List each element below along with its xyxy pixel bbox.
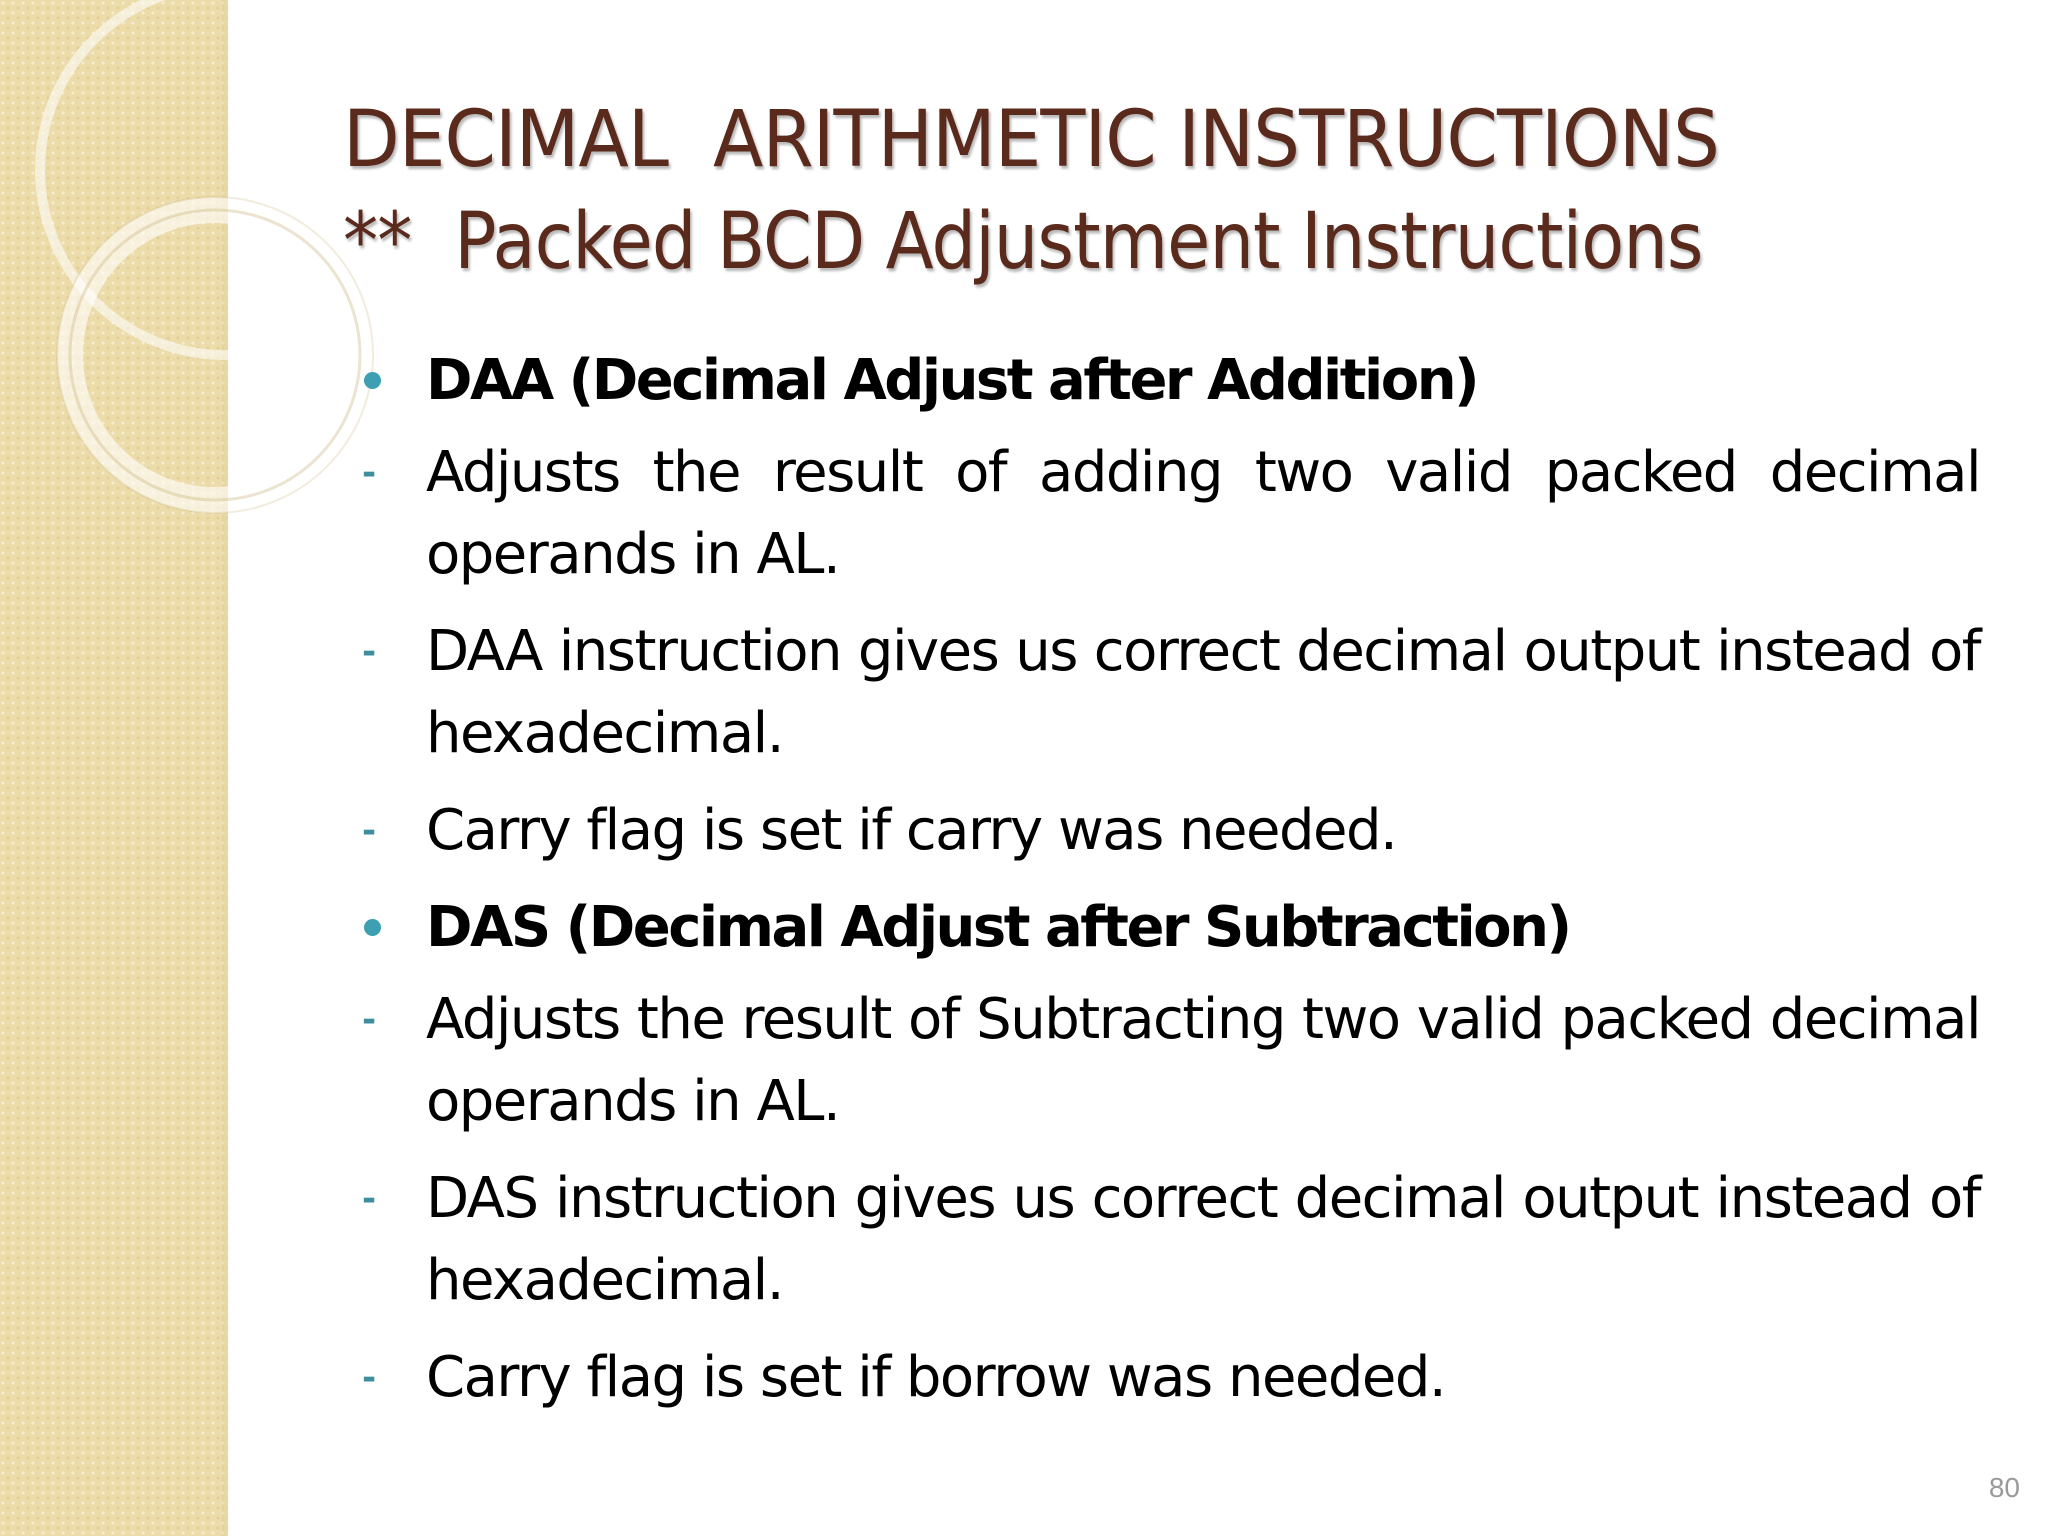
slide-title — [343, 92, 2023, 294]
bullet-dot-icon — [364, 372, 381, 389]
sub-item-text: DAS instruction gives us correct decimal output instead of hexadecimal. — [426, 1166, 1980, 1313]
decorative-rings — [0, 0, 400, 560]
sub-item-daa-adjusts — [350, 432, 1980, 596]
title-line-2: ** Packed BCD Adjustment Instructions — [343, 197, 1703, 287]
dash-marker-icon: - — [362, 1179, 377, 1219]
sub-item-das-output — [350, 1158, 1980, 1322]
sub-item-text: Carry flag is set if borrow was needed. — [426, 1345, 1446, 1410]
bullet-dot-icon — [364, 919, 381, 936]
sub-item-das-carry — [350, 1337, 1980, 1419]
dash-marker-icon: - — [362, 1358, 377, 1398]
sub-item-text: Adjusts the result of adding two valid packed decimal operands in AL. — [426, 440, 1980, 587]
slide-body — [350, 340, 1980, 1434]
dash-marker-icon: - — [362, 453, 377, 493]
sub-item-text: Adjusts the result of Subtracting two valid packed decimal operands in AL. — [426, 987, 1980, 1134]
bullet-text: DAS (Decimal Adjust after Subtraction) — [426, 895, 1570, 960]
sub-item-daa-carry — [350, 790, 1980, 872]
bullet-text: DAA (Decimal Adjust after Addition) — [426, 348, 1478, 413]
dash-marker-icon: - — [362, 632, 377, 672]
title-line-1: DECIMAL ARITHMETIC INSTRUCTIONS — [343, 95, 1719, 185]
dash-marker-icon: - — [362, 811, 377, 851]
bullet-daa — [350, 340, 1980, 422]
sub-item-daa-output — [350, 611, 1980, 775]
sub-item-das-adjusts — [350, 979, 1980, 1143]
sub-item-text: Carry flag is set if carry was needed. — [426, 798, 1397, 863]
page-number: 80 — [1988, 1472, 2020, 1503]
bullet-das — [350, 887, 1980, 969]
sub-item-text: DAA instruction gives us correct decimal output instead of hexadecimal. — [426, 619, 1980, 766]
dash-marker-icon: - — [362, 1000, 377, 1040]
